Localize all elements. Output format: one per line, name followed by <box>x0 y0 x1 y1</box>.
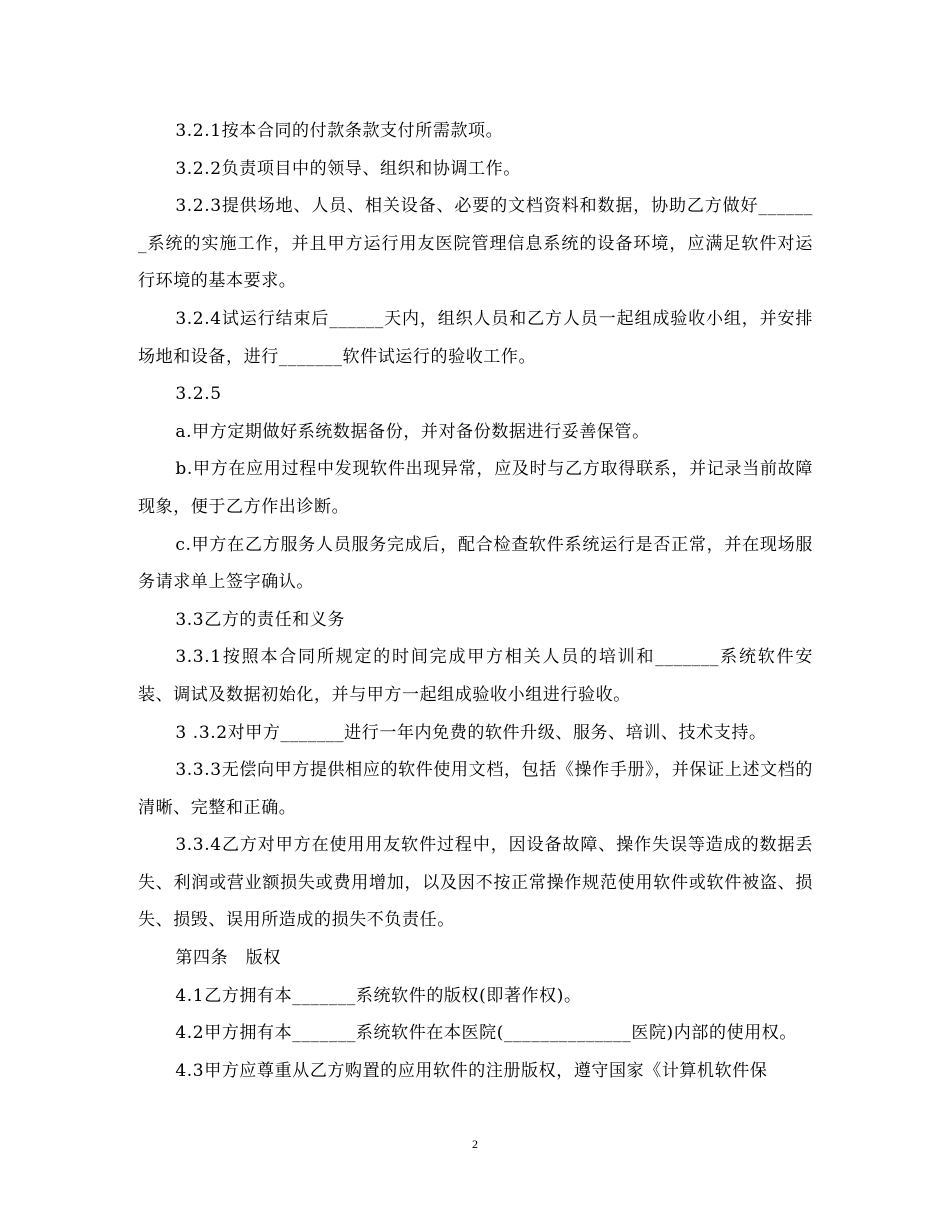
article-4-heading: 第四条 版权 <box>175 948 281 969</box>
clause-4-1: 4.1乙方拥有本_______系统软件的版权(即著作权)。 <box>175 985 582 1006</box>
clause-3-2-5: 3.2.5 <box>175 384 222 405</box>
clause-3-3-3: 3.3.3无偿向甲方提供相应的软件使用文档，包括《操作手册》，并保证上述文档的清晰、完整和正确。 <box>138 760 813 818</box>
clause-4-2: 4.2甲方拥有本_______系统软件在本医院(______________医院)内部的使用权。 <box>175 1023 797 1044</box>
clause-3-3-2: 3 .3.2对甲方_______进行一年内免费的软件升级、服务、培训、技术支持。 <box>175 722 767 743</box>
clause-3-3-4: 3.3.4乙方对甲方在使用用友软件过程中，因设备故障、操作失误等造成的数据丢失、利润或营业额损失或费用增加，以及因不按正常操作规范使用软件或软件被盗、损失、损毁、误用所造成的损失不负责任。 <box>138 835 813 931</box>
clause-3-2-5-b: b.甲方在应用过程中发现软件出现异常，应及时与乙方取得联系，并记录当前故障现象，便于乙方作出诊断。 <box>138 459 813 517</box>
clause-3-2-5-c: c.甲方在乙方服务人员服务完成后，配合检查软件系统运行是否正常，并在现场服务请求单上签字确认。 <box>138 534 813 593</box>
clause-3-2-3: 3.2.3提供场地、人员、相关设备、必要的文档资料和数据，协助乙方做好_______系统的实施工作，并且甲方运行用友医院管理信息系统的设备环境，应满足软件对运行环境的基本要求。 <box>138 196 813 292</box>
section-3-3-heading: 3.3乙方的责任和义务 <box>175 609 346 630</box>
clause-3-2-1: 3.2.1按本合同的付款条款支付所需款项。 <box>175 121 504 141</box>
document-body <box>138 113 813 1090</box>
clause-3-3-1: 3.3.1按照本合同所规定的时间完成甲方相关人员的培训和_______系统软件安装、调试及数据初始化，并与甲方一起组成验收小组进行验收。 <box>138 647 813 705</box>
clause-4-3: 4.3甲方应尊重从乙方购置的应用软件的注册版权，遵守国家《计算机软件保 <box>175 1060 768 1081</box>
clause-3-2-5-a: a.甲方定期做好系统数据备份，并对备份数据进行妥善保管。 <box>175 421 650 442</box>
clause-3-2-4: 3.2.4试运行结束后______天内，组织人员和乙方人员一起组成验收小组，并安排场地和设备，进行_______软件试运行的验收工作。 <box>138 308 813 367</box>
page-number: 2 <box>472 1137 478 1151</box>
clause-3-2-2: 3.2.2负责项目中的领导、组织和协调工作。 <box>175 158 521 179</box>
